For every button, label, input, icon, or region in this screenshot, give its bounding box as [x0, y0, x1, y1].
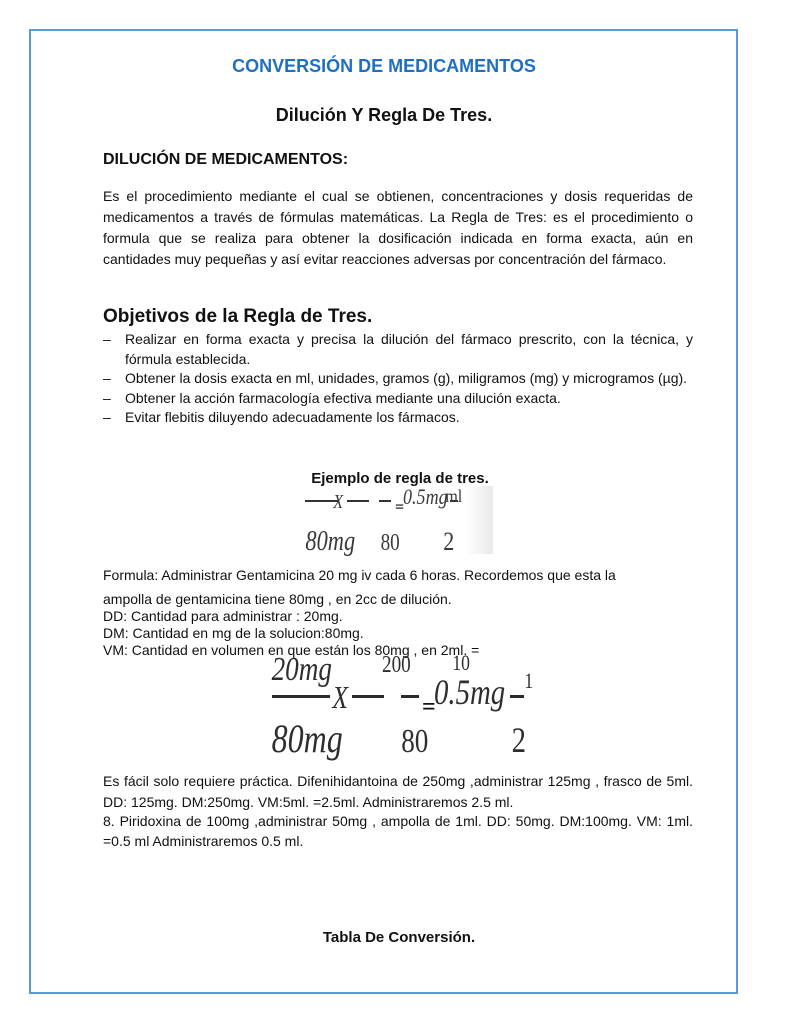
list-item: – Realizar en forma exacta y precisa la dilución del fármaco prescrito, con la técnica, y fórmula establecida.: [103, 331, 693, 367]
svg-text:10: 10: [452, 651, 470, 676]
svg-text:0.5mg: 0.5mg: [434, 673, 506, 713]
svg-text:X: X: [332, 680, 349, 716]
tabla-heading: Tabla De Conversión.: [322, 929, 476, 946]
svg-text:80: 80: [380, 529, 400, 556]
svg-text:80: 80: [401, 722, 429, 760]
svg-text:200: 200: [382, 651, 411, 678]
dash-bullet: –: [103, 370, 111, 386]
formula-line: VM: Cantidad en volumen en que están los 80mg , en 2ml. =: [103, 642, 480, 658]
svg-text:80mg: 80mg: [305, 525, 356, 557]
svg-text:ml: ml: [445, 486, 463, 507]
list-item: – Obtener la acción farmacología efectiva mediante una dilución exacta.: [103, 389, 693, 409]
list-item: – Obtener la dosis exacta en ml, unidades, gramos (g), miligramos (mg) y microgramos (µg).: [103, 369, 693, 389]
svg-text:2: 2: [443, 528, 455, 557]
objetivos-list: [103, 330, 693, 428]
formula-line: DM: Cantidad en mg de la solucion:80mg.: [103, 625, 364, 641]
svg-text:0.5mg: 0.5mg: [403, 485, 448, 510]
svg-text:=: =: [422, 694, 436, 720]
objetivos-heading: Objetivos de la Regla de Tres.: [103, 306, 373, 327]
example-paragraph-2: 8. Piridoxina de 100mg ,administrar 50mg , ampolla de 1ml. DD: 50mg. DM:100mg. VM: 1ml. =0.5 ml Administraremos 0.5 ml.: [103, 813, 693, 849]
example-paragraph: Es fácil solo requiere práctica. Difenihidantoina de 250mg ,administrar 125mg , frasco de 5ml. DD: 125mg. DM:250mg. VM:5ml. =2.5ml. Administraremos 2.5 ml.: [103, 773, 693, 810]
list-item: – Evitar flebitis diluyendo adecuadamente los fármacos.: [103, 408, 693, 428]
dash-bullet: –: [103, 389, 111, 406]
formula-line: DD: Cantidad para administrar : 20mg.: [103, 608, 343, 624]
formula-details: [103, 591, 693, 659]
svg-text:2: 2: [511, 721, 526, 761]
svg-text:1: 1: [524, 669, 534, 694]
dilucion-paragraph: Es el procedimiento mediante el cual se obtienen, concentraciones y dosis requeridas de medicamentos a través de fórmulas matemáticas. La Regla de Tres: es el procedimiento o formula que se realiza para obtener la dosificación indicada en forma exacta, aún en cantidades muy pequeñas y así evitar reacciones adversas por concentración del fármaco.: [103, 188, 693, 267]
formula-image-small: [303, 485, 493, 557]
formula-line: ampolla de gentamicina tiene 80mg , en 2cc de dilución.: [103, 591, 452, 607]
dash-bullet: –: [103, 331, 111, 347]
dilucion-heading: DILUCIÓN DE MEDICAMENTOS:: [103, 151, 349, 168]
svg-text:=: =: [395, 499, 405, 516]
dash-bullet: –: [103, 409, 111, 425]
svg-text:X: X: [333, 490, 344, 513]
svg-text:80mg: 80mg: [271, 716, 343, 761]
formula-image-large: [270, 650, 534, 764]
ejemplo-heading: Ejemplo de regla de tres.: [311, 470, 489, 487]
document-title: CONVERSIÓN DE MEDICAMENTOS: [232, 56, 536, 76]
document-subtitle: Dilución Y Regla De Tres.: [275, 105, 493, 125]
formula-description: Formula: Administrar Gentamicina 20 mg iv cada 6 horas. Recordemos que esta la: [103, 567, 616, 583]
svg-text:20mg: 20mg: [271, 650, 333, 688]
